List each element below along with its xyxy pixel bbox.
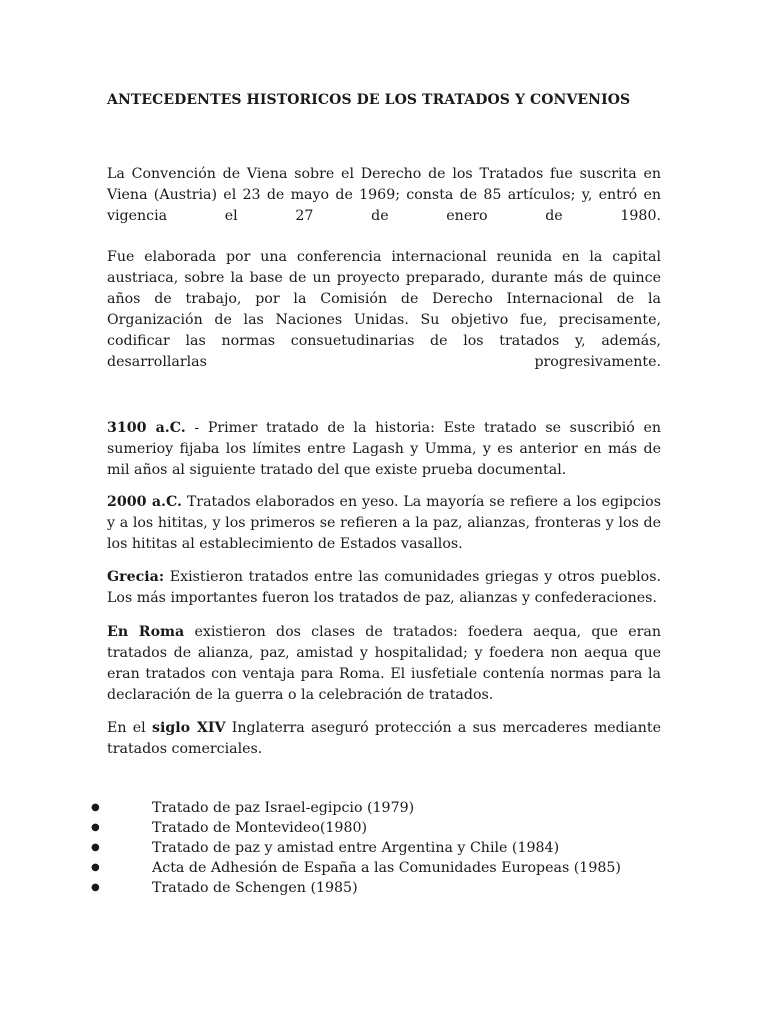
paragraph-lead: 2000 a.C.: [107, 494, 182, 510]
document-title: ANTECEDENTES HISTORICOS DE LOS TRATADOS Y CONVENIOS: [107, 92, 631, 108]
paragraph-text: existieron dos clases de tratados: foedera aequa, que eran tratados de alianza, paz, amistad y hospitalidad; y foedera non aequa que eran tratados con ventaja para Roma. El iusfetiale contenía normas para la declaración de la guerra o la celebración de tratados.: [107, 624, 661, 703]
list-item-text: Tratado de Schengen (1985): [152, 880, 358, 896]
list-item: [0, 878, 768, 898]
bullet-icon: ●: [91, 802, 100, 813]
list-item-text: Tratado de paz y amistad entre Argentina y Chile (1984): [152, 840, 560, 856]
paragraph-grecia: [107, 567, 661, 609]
paragraph-roma: [107, 622, 661, 706]
bullet-icon: ●: [91, 822, 100, 833]
bullet-icon: ●: [91, 842, 100, 853]
treaty-list: [0, 798, 768, 898]
paragraph-text: Tratados elaborados en yeso. La mayoría se refiere a los egipcios y a los hititas, y los primeros se refieren a la paz, alianzas, fronteras y los de los hititas al establecimiento de Estados vasallos.: [107, 494, 661, 552]
paragraph-2000-bc: [107, 492, 661, 555]
paragraph-siglo-xiv: [107, 718, 661, 760]
paragraph-lead: En Roma: [107, 624, 185, 640]
paragraph-lead: siglo XIV: [152, 720, 226, 736]
paragraph-text: Inglaterra aseguró protección a sus mercaderes mediante tratados comerciales.: [107, 720, 661, 757]
paragraph-3100-bc: [107, 418, 661, 481]
bullet-icon: ●: [91, 862, 100, 873]
list-item-text: Tratado de Montevideo(1980): [152, 820, 368, 836]
list-item-text: Acta de Adhesión de España a las Comunidades Europeas (1985): [152, 860, 621, 876]
paragraph-text: Fue elaborada por una conferencia internacional reunida en la capital austriaca, sobre la base de un proyecto preparado, durante más de quince años de trabajo, por la Comisión de Derecho Internacional de la Organización de las Naciones Unidas. Su objetivo fue, precisamente, codificar las normas consuetudinarias de los tratados y, además, desarrollarlas progresivamente.: [107, 249, 661, 370]
paragraph-text: Existieron tratados entre las comunidades griegas y otros pueblos. Los más importantes fueron los tratados de paz, alianzas y confederaciones.: [107, 569, 661, 606]
document-page: [107, 88, 661, 760]
paragraph-lead: 3100 a.C.: [107, 420, 186, 436]
list-item: [0, 798, 768, 818]
paragraph-prefix: En el: [107, 720, 152, 736]
paragraph-text: - Primer tratado de la historia: Este tratado se suscribió en sumerioy fijaba los límites entre Lagash y Umma, y es anterior en más de mil años al siguiente tratado del que existe prueba documental.: [107, 420, 662, 478]
list-item: [0, 858, 768, 878]
paragraph-lead: Grecia:: [107, 569, 165, 585]
paragraph-elaboration: [107, 247, 661, 373]
bullet-icon: ●: [91, 882, 100, 893]
list-item: [0, 818, 768, 838]
list-item: [0, 838, 768, 858]
paragraph-viena-convention: [107, 164, 661, 227]
paragraph-text: La Convención de Viena sobre el Derecho de los Tratados fue suscrita en Viena (Austria) el 23 de mayo de 1969; consta de 85 artículos; y, entró en vigencia el 27 de enero de 1980.: [107, 166, 661, 224]
list-item-text: Tratado de paz Israel-egipcio (1979): [152, 800, 415, 816]
